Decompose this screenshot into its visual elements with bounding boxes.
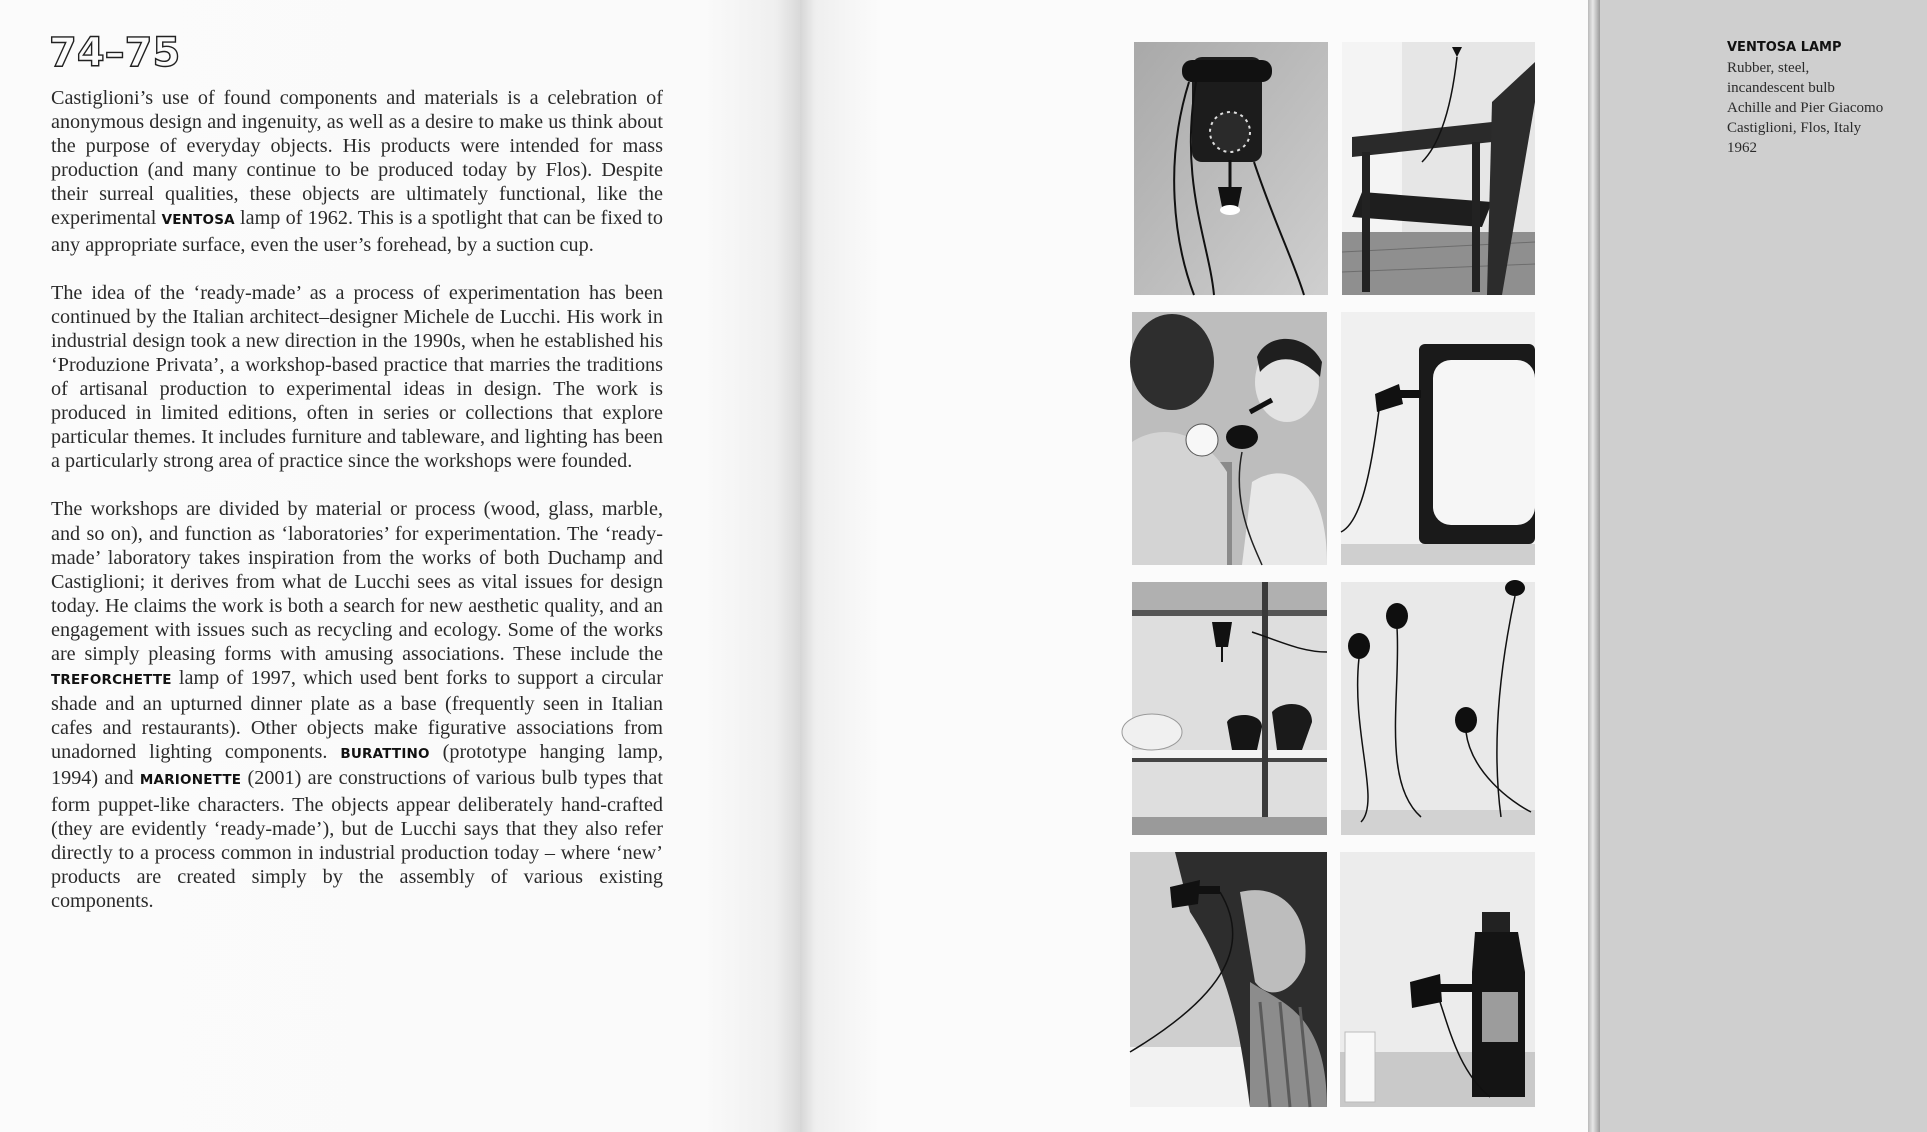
product-name: VENTOSA: [161, 212, 235, 229]
photo-lamp-on-shelf: [1132, 582, 1327, 835]
body-text-run: The idea of the ‘ready-made’ as a process of experimentation has been continued by the Italian architect–designer Michele de Lucchi. His work in industrial design took a new direction in the 1990s, when he established his ‘Produzione Privata’, a workshop-based practice that marries the traditions of artisanal production to experimental ideas in design. The work is produced in limited editions, often in series or collections that explore particular themes. It includes furniture and tableware, and lighting has been a particularly strong area of practice since the workshops were founded.: [51, 281, 663, 473]
page-number: 74–75: [49, 30, 181, 76]
photo-lamps-on-wall: [1341, 582, 1535, 835]
photo-lamp-on-television: [1341, 312, 1535, 565]
product-name: MARIONETTE: [139, 772, 242, 789]
photo-lamp-while-shaving: [1132, 312, 1327, 565]
right-page: [800, 0, 1884, 1132]
body-paragraph: [51, 281, 663, 474]
photo-lamp-on-forehead: [1130, 852, 1327, 1107]
body-text-run: lamp of 1962. This is a spotlight that can be fixed to any appropriate surface, even the user’s forehead, by a suction cup.: [51, 207, 663, 256]
left-page: [0, 0, 800, 1132]
product-name: TREFORCHETTE: [51, 672, 172, 689]
caption-line: Rubber, steel,: [1727, 60, 1810, 76]
body-text: [51, 86, 663, 937]
caption-line: Castiglioni, Flos, Italy: [1727, 120, 1862, 136]
body-paragraph: [51, 86, 663, 257]
caption-line: 1962: [1727, 140, 1757, 156]
caption-title: VENTOSA LAMP: [1727, 40, 1842, 55]
photo-lamp-on-chair: [1342, 42, 1535, 295]
caption-line: Achille and Pier Giacomo: [1727, 100, 1884, 116]
page-edge-right: [1588, 0, 1600, 1132]
photo-caption: [1727, 38, 1927, 158]
body-text-run: Castiglioni’s use of found components and materials is a celebration of anonymous design and ingenuity, as well as a desire to make us think about the purpose of everyday objects. His products were intended for mass production (and many continue to be produced today by Flos). Despite their surreal qualities, these objects are ultimately functional, like the experimental: [51, 87, 663, 230]
body-paragraph: [51, 497, 663, 913]
caption-line: incandescent bulb: [1727, 80, 1835, 96]
body-text-run: lamp of 1997, which used bent forks to support a circular shade and an upturned dinner plate as a base (frequently seen in Italian cafes and restaurants). Other objects make figurative associations from unadorned lighting components.: [51, 667, 663, 764]
body-text-run: (prototype hanging lamp, 1994) and: [51, 741, 664, 790]
photo-lamp-on-bottle: [1340, 852, 1535, 1107]
product-name: BURATTINO: [340, 746, 430, 763]
body-text-run: The workshops are divided by material or process (wood, glass, marble, and so on), and function as ‘laboratories’ for experimentation. The ‘ready-made’ laboratory takes inspiration from the works of both Duchamp and Castiglioni; it derives from what de Lucchi sees as vital issues for design today. He claims the work is both a search for new aesthetic quality, and an engagement with issues such as recycling and ecology. Some of the works are simply pleasing forms with amusing associations. These include the: [51, 498, 663, 665]
photo-lamp-on-telephone: [1134, 42, 1328, 295]
body-text-run: (2001) are constructions of various bulb types that form puppet-like characters. The objects appear deliberately hand-crafted (they are evidently ‘ready-made’), but de Lucchi says that they also refer directly to a process common in industrial production today – where ‘new’ products are created simply by the assembly of various existing components.: [51, 767, 663, 912]
